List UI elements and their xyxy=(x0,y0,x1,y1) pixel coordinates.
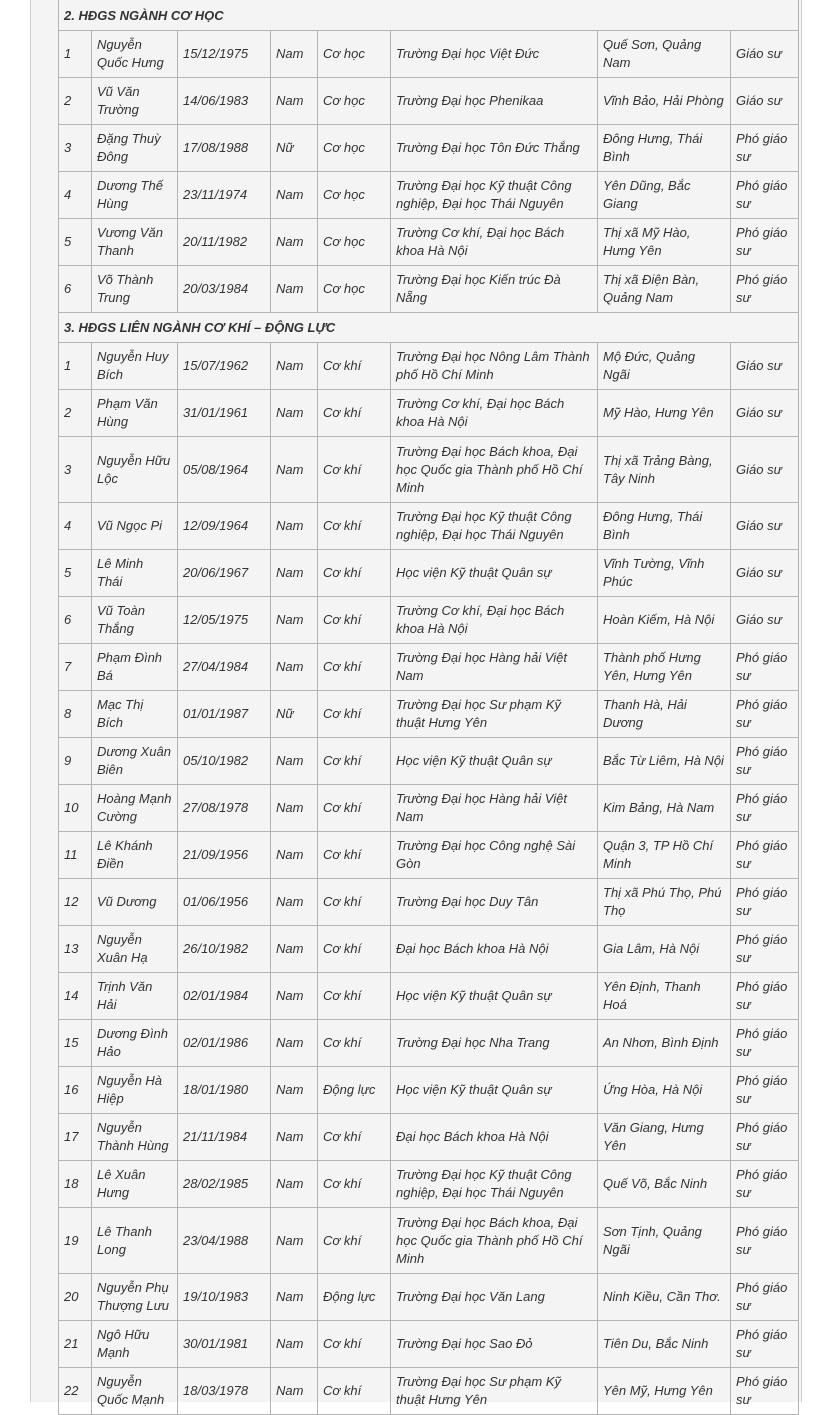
hometown: Thị xã Phú Thọ, Phú Thọ xyxy=(598,879,731,926)
institution: Trường Đại học Văn Lang xyxy=(391,1274,598,1321)
gender: Nam xyxy=(271,1368,318,1415)
row-number: 9 xyxy=(59,738,92,785)
table-row xyxy=(59,973,799,1020)
institution: Trường Cơ khí, Đại học Bách khoa Hà Nội xyxy=(391,219,598,266)
field: Cơ khí xyxy=(318,437,391,503)
date-of-birth: 21/09/1956 xyxy=(178,832,271,879)
gender: Nam xyxy=(271,1274,318,1321)
institution: Trường Đại học Bách khoa, Đại học Quốc gia Thành phố Hồ Chí Minh xyxy=(391,1208,598,1274)
date-of-birth: 27/08/1978 xyxy=(178,785,271,832)
section-title: 3. HĐGS LIÊN NGÀNH CƠ KHÍ – ĐỘNG LỰC xyxy=(59,313,799,343)
full-name: Lê Minh Thái xyxy=(92,550,178,597)
academic-title: Phó giáo sư xyxy=(731,266,799,313)
field: Cơ học xyxy=(318,266,391,313)
hometown: Quế Sơn, Quảng Nam xyxy=(598,31,731,78)
academic-title: Giáo sư xyxy=(731,597,799,644)
row-number: 18 xyxy=(59,1161,92,1208)
institution: Học viện Kỹ thuật Quân sự xyxy=(391,973,598,1020)
gender: Nam xyxy=(271,1321,318,1368)
row-number: 1 xyxy=(59,31,92,78)
full-name: Dương Thế Hùng xyxy=(92,172,178,219)
hometown: Vĩnh Bảo, Hải Phòng xyxy=(598,78,731,125)
gender: Nam xyxy=(271,1067,318,1114)
date-of-birth: 15/12/1975 xyxy=(178,31,271,78)
table-row xyxy=(59,503,799,550)
table-row xyxy=(59,691,799,738)
field: Cơ học xyxy=(318,125,391,172)
institution: Trường Đại học Phenikaa xyxy=(391,78,598,125)
table-row xyxy=(59,1321,799,1368)
date-of-birth: 21/11/1984 xyxy=(178,1114,271,1161)
date-of-birth: 02/01/1984 xyxy=(178,973,271,1020)
gender: Nam xyxy=(271,1114,318,1161)
institution: Học viện Kỹ thuật Quân sự xyxy=(391,1067,598,1114)
row-number: 6 xyxy=(59,597,92,644)
hometown: Yên Mỹ, Hưng Yên xyxy=(598,1368,731,1415)
institution: Trường Đại học Kiến trúc Đà Nẵng xyxy=(391,266,598,313)
full-name: Nguyễn Hà Hiệp xyxy=(92,1067,178,1114)
gender: Nam xyxy=(271,219,318,266)
table-row xyxy=(59,832,799,879)
table-row xyxy=(59,879,799,926)
table-row xyxy=(59,738,799,785)
field: Cơ khí xyxy=(318,503,391,550)
hometown: Vĩnh Tường, Vĩnh Phúc xyxy=(598,550,731,597)
field: Cơ khí xyxy=(318,785,391,832)
candidates-table xyxy=(58,0,799,1415)
date-of-birth: 19/10/1983 xyxy=(178,1274,271,1321)
gender: Nam xyxy=(271,437,318,503)
full-name: Lê Khánh Điền xyxy=(92,832,178,879)
date-of-birth: 02/01/1986 xyxy=(178,1020,271,1067)
row-number: 13 xyxy=(59,926,92,973)
date-of-birth: 12/09/1964 xyxy=(178,503,271,550)
field: Cơ khí xyxy=(318,879,391,926)
full-name: Vũ Ngọc Pi xyxy=(92,503,178,550)
date-of-birth: 05/08/1964 xyxy=(178,437,271,503)
field: Cơ khí xyxy=(318,926,391,973)
academic-title: Phó giáo sư xyxy=(731,832,799,879)
gender: Nam xyxy=(271,785,318,832)
academic-title: Giáo sư xyxy=(731,31,799,78)
row-number: 5 xyxy=(59,550,92,597)
academic-title: Phó giáo sư xyxy=(731,879,799,926)
table-row xyxy=(59,266,799,313)
academic-title: Phó giáo sư xyxy=(731,973,799,1020)
date-of-birth: 30/01/1981 xyxy=(178,1321,271,1368)
row-number: 4 xyxy=(59,503,92,550)
field: Cơ khí xyxy=(318,1114,391,1161)
academic-title: Giáo sư xyxy=(731,503,799,550)
hometown: Tiên Du, Bắc Ninh xyxy=(598,1321,731,1368)
hometown: Gia Lâm, Hà Nội xyxy=(598,926,731,973)
row-number: 22 xyxy=(59,1368,92,1415)
academic-title: Phó giáo sư xyxy=(731,172,799,219)
table-row xyxy=(59,1114,799,1161)
date-of-birth: 18/01/1980 xyxy=(178,1067,271,1114)
table-row xyxy=(59,390,799,437)
gender: Nam xyxy=(271,1161,318,1208)
row-number: 7 xyxy=(59,644,92,691)
hometown: Quế Võ, Bắc Ninh xyxy=(598,1161,731,1208)
field: Cơ khí xyxy=(318,973,391,1020)
table-row xyxy=(59,550,799,597)
hometown: Văn Giang, Hưng Yên xyxy=(598,1114,731,1161)
row-number: 8 xyxy=(59,691,92,738)
row-number: 3 xyxy=(59,125,92,172)
date-of-birth: 27/04/1984 xyxy=(178,644,271,691)
institution: Trường Đại học Hàng hải Việt Nam xyxy=(391,785,598,832)
gender: Nam xyxy=(271,390,318,437)
hometown: Mỹ Hào, Hưng Yên xyxy=(598,390,731,437)
academic-title: Phó giáo sư xyxy=(731,125,799,172)
full-name: Ngô Hữu Mạnh xyxy=(92,1321,178,1368)
field: Động lực xyxy=(318,1274,391,1321)
field: Cơ khí xyxy=(318,390,391,437)
field: Cơ học xyxy=(318,219,391,266)
full-name: Phạm Văn Hùng xyxy=(92,390,178,437)
hometown: Kim Bảng, Hà Nam xyxy=(598,785,731,832)
field: Cơ học xyxy=(318,31,391,78)
date-of-birth: 01/06/1956 xyxy=(178,879,271,926)
academic-title: Giáo sư xyxy=(731,390,799,437)
institution: Trường Đại học Bách khoa, Đại học Quốc gia Thành phố Hồ Chí Minh xyxy=(391,437,598,503)
full-name: Trịnh Văn Hải xyxy=(92,973,178,1020)
full-name: Vũ Toàn Thắng xyxy=(92,597,178,644)
academic-title: Giáo sư xyxy=(731,78,799,125)
table-row xyxy=(59,1161,799,1208)
field: Cơ khí xyxy=(318,597,391,644)
table-row xyxy=(59,926,799,973)
academic-title: Phó giáo sư xyxy=(731,1208,799,1274)
hometown: Sơn Tịnh, Quảng Ngãi xyxy=(598,1208,731,1274)
institution: Trường Đại học Hàng hải Việt Nam xyxy=(391,644,598,691)
table-row xyxy=(59,644,799,691)
row-number: 2 xyxy=(59,390,92,437)
hometown: An Nhơn, Bình Định xyxy=(598,1020,731,1067)
gender: Nữ xyxy=(271,691,318,738)
institution: Học viện Kỹ thuật Quân sự xyxy=(391,550,598,597)
academic-title: Phó giáo sư xyxy=(731,644,799,691)
full-name: Nguyễn Hữu Lộc xyxy=(92,437,178,503)
full-name: Phạm Đình Bá xyxy=(92,644,178,691)
row-number: 20 xyxy=(59,1274,92,1321)
field: Cơ khí xyxy=(318,550,391,597)
full-name: Nguyễn Xuân Hạ xyxy=(92,926,178,973)
hometown: Ứng Hòa, Hà Nội xyxy=(598,1067,731,1114)
institution: Học viện Kỹ thuật Quân sự xyxy=(391,738,598,785)
full-name: Lê Xuân Hưng xyxy=(92,1161,178,1208)
date-of-birth: 01/01/1987 xyxy=(178,691,271,738)
field: Cơ khí xyxy=(318,1020,391,1067)
academic-title: Phó giáo sư xyxy=(731,691,799,738)
full-name: Vương Văn Thanh xyxy=(92,219,178,266)
institution: Trường Đại học Duy Tân xyxy=(391,879,598,926)
gender: Nam xyxy=(271,597,318,644)
full-name: Nguyễn Huy Bích xyxy=(92,343,178,390)
full-name: Mạc Thị Bích xyxy=(92,691,178,738)
institution: Trường Đại học Tôn Đức Thắng xyxy=(391,125,598,172)
institution: Trường Đại học Nông Lâm Thành phố Hồ Chí Minh xyxy=(391,343,598,390)
row-number: 16 xyxy=(59,1067,92,1114)
table-row xyxy=(59,78,799,125)
hometown: Mộ Đức, Quảng Ngãi xyxy=(598,343,731,390)
row-number: 14 xyxy=(59,973,92,1020)
row-number: 2 xyxy=(59,78,92,125)
institution: Trường Đại học Kỹ thuật Công nghiệp, Đại học Thái Nguyên xyxy=(391,1161,598,1208)
table-row xyxy=(59,343,799,390)
academic-title: Giáo sư xyxy=(731,343,799,390)
gender: Nam xyxy=(271,879,318,926)
table-row xyxy=(59,437,799,503)
gender: Nam xyxy=(271,172,318,219)
gender: Nam xyxy=(271,973,318,1020)
hometown: Thị xã Trảng Bàng, Tây Ninh xyxy=(598,437,731,503)
row-number: 10 xyxy=(59,785,92,832)
table-row xyxy=(59,597,799,644)
hometown: Yên Định, Thanh Hoá xyxy=(598,973,731,1020)
row-number: 4 xyxy=(59,172,92,219)
hometown: Đông Hưng, Thái Bình xyxy=(598,125,731,172)
table-row xyxy=(59,1208,799,1274)
field: Cơ khí xyxy=(318,644,391,691)
hometown: Hoàn Kiếm, Hà Nội xyxy=(598,597,731,644)
full-name: Vũ Dương xyxy=(92,879,178,926)
field: Cơ khí xyxy=(318,1208,391,1274)
full-name: Dương Xuân Biên xyxy=(92,738,178,785)
hometown: Đông Hưng, Thái Bình xyxy=(598,503,731,550)
date-of-birth: 20/11/1982 xyxy=(178,219,271,266)
academic-title: Giáo sư xyxy=(731,437,799,503)
academic-title: Phó giáo sư xyxy=(731,1067,799,1114)
row-number: 21 xyxy=(59,1321,92,1368)
full-name: Lê Thanh Long xyxy=(92,1208,178,1274)
hometown: Thành phố Hưng Yên, Hưng Yên xyxy=(598,644,731,691)
gender: Nam xyxy=(271,926,318,973)
academic-title: Phó giáo sư xyxy=(731,1020,799,1067)
date-of-birth: 26/10/1982 xyxy=(178,926,271,973)
section-header-row xyxy=(59,313,799,343)
row-number: 12 xyxy=(59,879,92,926)
academic-title: Phó giáo sư xyxy=(731,1114,799,1161)
row-number: 6 xyxy=(59,266,92,313)
hometown: Quận 3, TP Hồ Chí Minh xyxy=(598,832,731,879)
academic-title: Phó giáo sư xyxy=(731,1368,799,1415)
hometown: Thị xã Điện Bàn, Quảng Nam xyxy=(598,266,731,313)
field: Cơ khí xyxy=(318,1321,391,1368)
hometown: Thanh Hà, Hải Dương xyxy=(598,691,731,738)
date-of-birth: 28/02/1985 xyxy=(178,1161,271,1208)
institution: Trường Đại học Nha Trang xyxy=(391,1020,598,1067)
date-of-birth: 31/01/1961 xyxy=(178,390,271,437)
full-name: Đặng Thuỳ Đông xyxy=(92,125,178,172)
institution: Trường Cơ khí, Đại học Bách khoa Hà Nội xyxy=(391,390,598,437)
row-number: 17 xyxy=(59,1114,92,1161)
academic-title: Phó giáo sư xyxy=(731,738,799,785)
gender: Nam xyxy=(271,31,318,78)
section-title: 2. HĐGS NGÀNH CƠ HỌC xyxy=(59,0,799,31)
academic-title: Phó giáo sư xyxy=(731,219,799,266)
hometown: Thị xã Mỹ Hào, Hưng Yên xyxy=(598,219,731,266)
table-row xyxy=(59,1020,799,1067)
field: Cơ khí xyxy=(318,1161,391,1208)
row-number: 1 xyxy=(59,343,92,390)
date-of-birth: 05/10/1982 xyxy=(178,738,271,785)
full-name: Nguyễn Quốc Hưng xyxy=(92,31,178,78)
table-row xyxy=(59,1067,799,1114)
section-header-row xyxy=(59,0,799,31)
full-name: Nguyễn Thành Hùng xyxy=(92,1114,178,1161)
table-row xyxy=(59,1368,799,1415)
hometown: Ninh Kiều, Cần Thơ. xyxy=(598,1274,731,1321)
field: Cơ học xyxy=(318,78,391,125)
hometown: Yên Dũng, Bắc Giang xyxy=(598,172,731,219)
date-of-birth: 23/04/1988 xyxy=(178,1208,271,1274)
gender: Nam xyxy=(271,832,318,879)
academic-title: Phó giáo sư xyxy=(731,1161,799,1208)
institution: Trường Đại học Công nghệ Sài Gòn xyxy=(391,832,598,879)
date-of-birth: 14/06/1983 xyxy=(178,78,271,125)
academic-title: Phó giáo sư xyxy=(731,926,799,973)
date-of-birth: 23/11/1974 xyxy=(178,172,271,219)
field: Cơ khí xyxy=(318,343,391,390)
field: Cơ học xyxy=(318,172,391,219)
field: Cơ khí xyxy=(318,1368,391,1415)
row-number: 19 xyxy=(59,1208,92,1274)
institution: Trường Cơ khí, Đại học Bách khoa Hà Nội xyxy=(391,597,598,644)
gender: Nam xyxy=(271,1020,318,1067)
institution: Trường Đại học Sư phạm Kỹ thuật Hưng Yên xyxy=(391,691,598,738)
gender: Nam xyxy=(271,266,318,313)
full-name: Dương Đình Hảo xyxy=(92,1020,178,1067)
academic-title: Phó giáo sư xyxy=(731,785,799,832)
institution: Trường Đại học Kỹ thuật Công nghiệp, Đại học Thái Nguyên xyxy=(391,172,598,219)
gender: Nam xyxy=(271,343,318,390)
institution: Trường Đại học Việt Đức xyxy=(391,31,598,78)
hometown: Bắc Từ Liêm, Hà Nội xyxy=(598,738,731,785)
full-name: Nguyễn Phụ Thượng Lưu xyxy=(92,1274,178,1321)
gender: Nam xyxy=(271,1208,318,1274)
academic-title: Giáo sư xyxy=(731,550,799,597)
institution: Trường Đại học Sao Đỏ xyxy=(391,1321,598,1368)
full-name: Vũ Văn Trường xyxy=(92,78,178,125)
row-number: 11 xyxy=(59,832,92,879)
field: Động lực xyxy=(318,1067,391,1114)
gender: Nam xyxy=(271,644,318,691)
date-of-birth: 17/08/1988 xyxy=(178,125,271,172)
row-number: 15 xyxy=(59,1020,92,1067)
table-row xyxy=(59,172,799,219)
institution: Đại học Bách khoa Hà Nội xyxy=(391,926,598,973)
institution: Trường Đại học Kỹ thuật Công nghiệp, Đại học Thái Nguyên xyxy=(391,503,598,550)
full-name: Võ Thành Trung xyxy=(92,266,178,313)
table-row xyxy=(59,125,799,172)
field: Cơ khí xyxy=(318,832,391,879)
full-name: Hoàng Mạnh Cường xyxy=(92,785,178,832)
gender: Nữ xyxy=(271,125,318,172)
institution: Trường Đại học Sư phạm Kỹ thuật Hưng Yên xyxy=(391,1368,598,1415)
row-number: 3 xyxy=(59,437,92,503)
table-row xyxy=(59,31,799,78)
field: Cơ khí xyxy=(318,738,391,785)
field: Cơ khí xyxy=(318,691,391,738)
academic-title: Phó giáo sư xyxy=(731,1274,799,1321)
table-row xyxy=(59,1274,799,1321)
gender: Nam xyxy=(271,738,318,785)
gender: Nam xyxy=(271,550,318,597)
table-row xyxy=(59,219,799,266)
academic-title: Phó giáo sư xyxy=(731,1321,799,1368)
date-of-birth: 20/06/1967 xyxy=(178,550,271,597)
date-of-birth: 15/07/1962 xyxy=(178,343,271,390)
gender: Nam xyxy=(271,78,318,125)
row-number: 5 xyxy=(59,219,92,266)
table-row xyxy=(59,785,799,832)
full-name: Nguyễn Quốc Mạnh xyxy=(92,1368,178,1415)
gender: Nam xyxy=(271,503,318,550)
date-of-birth: 20/03/1984 xyxy=(178,266,271,313)
institution: Đại học Bách khoa Hà Nội xyxy=(391,1114,598,1161)
date-of-birth: 12/05/1975 xyxy=(178,597,271,644)
date-of-birth: 18/03/1978 xyxy=(178,1368,271,1415)
